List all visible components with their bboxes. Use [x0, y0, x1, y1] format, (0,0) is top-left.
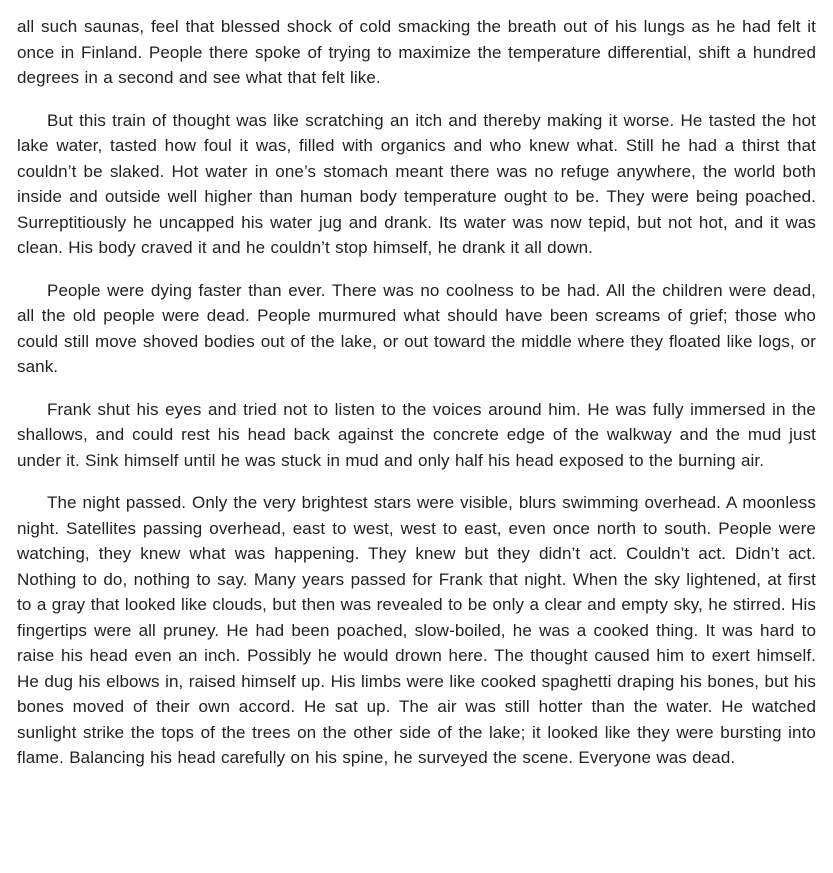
paragraph: all such saunas, feel that blessed shock of cold smacking the breath out of his lungs as he had felt it once in Finland. People there spoke of trying to maximize the temperature differential, shift a hundred degrees in a second and see what that felt like.: [17, 17, 816, 87]
paragraph: Frank shut his eyes and tried not to listen to the voices around him. He was fully immersed in the shallows, and could rest his head back against the concrete edge of the walkway and the mud just under it. Sink himself until he was stuck in mud and only half his head exposed to the burning air.: [17, 399, 816, 470]
paragraph: The night passed. Only the very brightest stars were visible, blurs swimming overhead. A moonless night. Satellites passing overhead, east to west, west to east, even once north to south. People were watching, they knew what was happening. They knew but they didn’t act. Couldn’t act. Didn’t act. Nothing to do, nothing to say. Many years passed for Frank that night. When the sky lightened, at first to a gray that looked like clouds, but then was revealed to be only a clear and empty sky, he stirred. His fingertips were all pruney. He had been poached, slow-boiled, he was a cooked thing. It was hard to raise his head even an inch. Possibly he would drown here. The thought caused him to exert himself. He dug his elbows in, raised himself up. His limbs were like cooked spaghetti draping his bones, but his bones moved of their own accord. He sat up. The air was still hotter than the water. He watched sunlight strike the tops of the trees on the other side of the lake; it looked like they were bursting into flame. Balancing his head carefully on his spine, he surveyed the scene. Everyone was dead.: [17, 493, 816, 767]
paragraph: But this train of thought was like scratching an itch and thereby making it worse. He tasted the hot lake water, tasted how foul it was, filled with organics and who knew what. Still he had a thirst that couldn’t be slaked. Hot water in one’s stomach meant there was no refuge anywhere, the world both inside and outside well higher than human body temperature ought to be. They were being poached. Surreptitiously he uncapped his water jug and drank. Its water was now tepid, but not hot, and it was clean. His body craved it and he couldn’t stop himself, he drank it all down.: [17, 110, 816, 257]
paragraph: People were dying faster than ever. There was no coolness to be had. All the children were dead, all the old people were dead. People murmured what should have been screams of grief; those who could still move shoved bodies out of the lake, or out toward the middle where they floated like logs, or sank.: [17, 280, 816, 376]
